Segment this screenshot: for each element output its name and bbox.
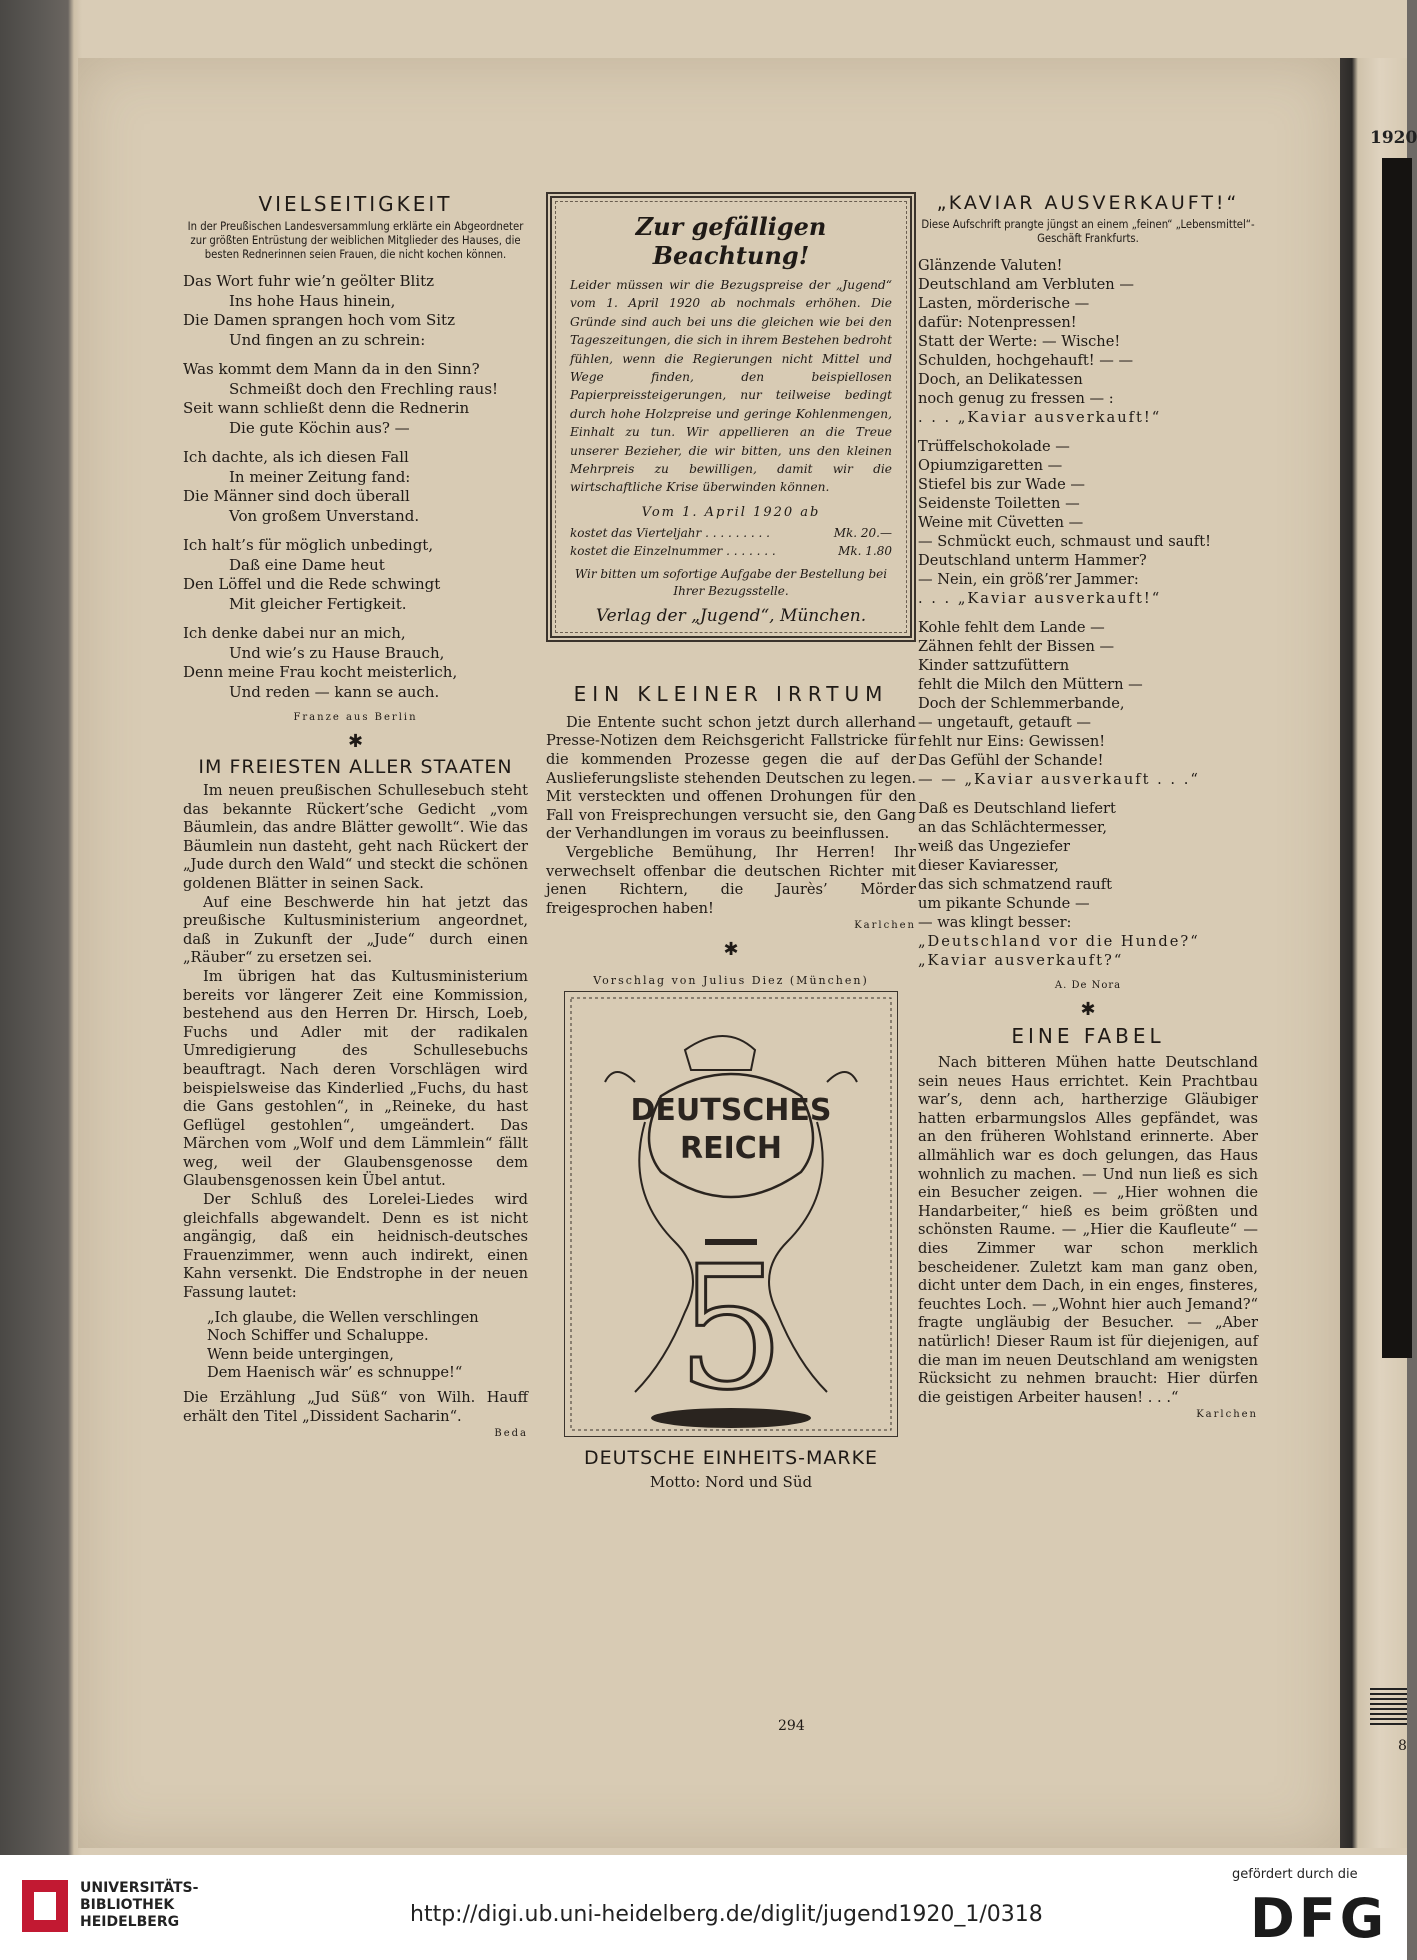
verse-line: — — „Kaviar ausverkauft . . .“	[918, 771, 1200, 788]
verse-line: Das Gefühl der Schande!	[918, 752, 1104, 769]
verse-line: fehlt die Milch den Müttern —	[918, 676, 1143, 693]
notice-body: Leider müssen wir die Bezugspreise der „Jugend“ vom 1. April 1920 ab nochmals erhöhen. Die Gründe sind auch bei uns die gleichen wie bei den Tageszeitungen, die sich in ihrem Bestehen bedroht fühlen, wenn die Regierungen nicht Mittel und Wege finden, den beispiellosen Papierpreissteigerungen, nur teilweise bedingt durch hohe Holzpreise und geringe Kohlenmengen, Einhalt zu tun. Wir appellieren an die Treue unserer Bezieher, die wir bitten, uns den kleinen Mehrpreis zu bewilligen, damit wir die wirtschaftliche Krise überwinden können.	[570, 278, 892, 495]
stanza	[183, 624, 528, 702]
verse-line: . . . „Kaviar ausverkauft!“	[918, 590, 1162, 607]
verse-line: Daß eine Dame heut	[229, 555, 385, 574]
subscription-notice-box	[546, 192, 916, 642]
vielseitigkeit-intro: In der Preußischen Landesversammlung erklärte ein Abgeordneter zur größten Entrüstung der weiblichen Mitglieder des Hauses, die besten Rednerinnen seien Frauen, die nicht kochen können.	[187, 220, 524, 261]
kaviar-poem	[918, 256, 1258, 970]
verse-line: um pikante Schunde —	[918, 895, 1090, 912]
kaviar-intro: Diese Aufschrift prangte jüngst an einem „feinen“ „Lebensmittel“-Geschäft Frankfurts.	[921, 218, 1255, 245]
freiesten-paragraph: Im übrigen hat das Kultusministerium bereits vor längerer Zeit eine Kommission, bestehend aus den Herren Dr. Hirsch, Loeb, Fuchs und Adler mit der radikalen Umredigierung des Schullesebuchs beauftragt. Nach deren Vorschlägen wird beispielsweise das Kinderlied „Fuchs, du hast die Gans gestohlen“, in „Reineke, du hast Geflügel gestohlen“, umgeändert. Das Märchen vom „Wolf und dem Lämmlein“ fällt weg, weil der Glaubensgenosse dem Glaubensgenossen kein Übel antut.	[183, 967, 528, 1190]
verse-line: Dem Haenisch wär’ es schnuppe!“	[207, 1364, 463, 1382]
verse-line: Statt der Werte: — Wische!	[918, 333, 1121, 350]
verse-line: „Kaviar ausverkauft?“	[918, 952, 1124, 969]
kaviar-signature: A. De Nora	[1054, 980, 1122, 991]
verse-line: Doch, an Delikatessen	[918, 371, 1083, 388]
stanza	[183, 272, 528, 350]
kaviar-title: „KAVIAR AUSVERKAUFT!“	[936, 192, 1240, 214]
verse-line: dieser Kaviaresser,	[918, 857, 1059, 874]
freiesten-title: IM FREIESTEN ALLER STAATEN	[198, 756, 513, 778]
irrtum-signature: Karlchen	[854, 920, 916, 932]
freiesten-paragraph: Die Erzählung „Jud Süß“ von Wilh. Hauff erhält den Titel „Dissident Sacharin“.	[183, 1389, 528, 1425]
verse-line: das sich schmatzend rauft	[918, 876, 1113, 893]
verse-line: weiß das Ungeziefer	[918, 838, 1071, 855]
verse-line: Stiefel bis zur Wade —	[918, 476, 1085, 493]
irrtum-title: EIN KLEINER IRRTUM	[573, 681, 889, 706]
edge-year: 1920	[1370, 128, 1417, 148]
freiesten-paragraph: Im neuen preußischen Schullesebuch steht das bekannte Rückert’sche Gedicht „vom Bäumlein, das andre Blätter gewollt“. Wie das Bäumlein nun dasteht, geht nach Rückert der „Jude durch den Wald“ und steckt die schönen goldenen Blätter in seinen Sack.	[183, 782, 528, 892]
middle-column	[546, 192, 916, 1491]
asterisk-divider: ✱	[347, 731, 364, 752]
verse-line: Schmeißt doch den Frechling raus!	[229, 379, 499, 398]
freiesten-paragraph: Der Schluß des Lorelei-Liedes wird gleichfalls abgewandelt. Denn es ist nicht angängig, daß ein heidnisch-deutsches Frauenzimmer, wenn auch indirekt, einen Kahn versenkt. Die Endstrophe in der neuen Fassung lautet:	[183, 1191, 528, 1302]
price-label: kostet die Einzelnummer . . . . . . .	[570, 543, 776, 558]
verse-line: „Ich glaube, die Wellen verschlingen	[207, 1308, 479, 1326]
verse-line: . . . „Kaviar ausverkauft!“	[918, 409, 1162, 426]
left-column	[183, 192, 528, 1447]
stanza	[183, 360, 528, 438]
verse-line: Ich denke dabei nur an mich,	[183, 624, 406, 642]
verse-line: — Schmückt euch, schmaust und sauft!	[918, 533, 1211, 550]
funded-by-text: gefördert durch die	[1232, 1867, 1358, 1882]
lorelei-verse	[207, 1309, 528, 1383]
institution-line: BIBLIOTHEK	[80, 1897, 175, 1913]
edge-number: 8	[1398, 1738, 1407, 1754]
verse-line: Wenn beide untergingen,	[207, 1345, 394, 1363]
verse-line: Kinder sattzufüttern	[918, 657, 1070, 674]
stamp-value: 5	[676, 1230, 786, 1429]
vielseitigkeit-signature: Franze aus Berlin	[293, 712, 418, 723]
vielseitigkeit-title: VIELSEITIGKEIT	[258, 192, 453, 216]
verse-line: Ins hohe Haus hinein,	[229, 291, 396, 310]
verse-line: — ungetauft, getauft —	[918, 714, 1091, 731]
verse-line: Ich dachte, als ich diesen Fall	[183, 448, 409, 466]
next-page-edge	[1340, 58, 1417, 1848]
stamp-line1: DEUTSCHES	[630, 1093, 832, 1129]
verse-line: — Nein, ein größ’rer Jammer:	[918, 571, 1139, 588]
verse-line: dafür: Notenpressen!	[918, 314, 1077, 331]
notice-footer: Wir bitten um sofortige Aufgabe der Bestellung bei Ihrer Bezugsstelle.	[574, 566, 888, 598]
verse-line: Zähnen fehlt der Bissen —	[918, 638, 1115, 655]
verse-line: Und fingen an zu schrein:	[229, 330, 426, 349]
freiesten-signature: Beda	[494, 1428, 528, 1440]
verse-line: Opiumzigaretten —	[918, 457, 1063, 474]
stanza	[918, 437, 1258, 608]
verse-line: Was kommt dem Mann da in den Sinn?	[183, 360, 480, 378]
price-value: Mk. 1.80	[838, 543, 892, 558]
verse-line: Daß es Deutschland liefert	[918, 800, 1116, 817]
verse-line: Noch Schiffer und Schaluppe.	[207, 1327, 429, 1345]
verse-line: Denn meine Frau kocht meisterlich,	[183, 663, 458, 681]
university-logo-icon	[22, 1880, 68, 1932]
verse-line: Ich halt’s für möglich unbedingt,	[183, 536, 434, 554]
verse-line: Den Löffel und die Rede schwingt	[183, 575, 441, 593]
viewer-footer	[0, 1855, 1407, 1960]
institution-line: HEIDELBERG	[80, 1914, 180, 1930]
magazine-page	[78, 58, 1340, 1848]
verse-line: Die Damen sprangen hoch vom Sitz	[183, 311, 455, 329]
permalink[interactable]: http://digi.ub.uni-heidelberg.de/diglit/jugend1920_1/0318	[410, 1902, 1043, 1927]
notice-publisher: Verlag der „Jugend“, München.	[595, 605, 867, 626]
verse-line: In meiner Zeitung fand:	[229, 467, 411, 486]
verse-line: Schulden, hochgehauft! — —	[918, 352, 1134, 369]
verse-line: — was klingt besser:	[918, 914, 1072, 931]
verse-line: Doch der Schlemmerbande,	[918, 695, 1125, 712]
verse-line: Seidenste Toiletten —	[918, 495, 1080, 512]
notice-date: Vom 1. April 1920 ab	[641, 504, 821, 520]
stanza	[918, 618, 1258, 789]
stamp-drawing	[565, 992, 897, 1436]
verse-line: Kohle fehlt dem Lande —	[918, 619, 1105, 636]
dfg-logo: DFG	[1250, 1887, 1389, 1950]
stanza	[183, 536, 528, 614]
verse-line: Weine mit Cüvetten —	[918, 514, 1084, 531]
verse-line: an das Schlächtermesser,	[918, 819, 1107, 836]
verse-line: Lasten, mörderische —	[918, 295, 1090, 312]
stamp-credit: Vorschlag von Julius Diez (München)	[593, 974, 869, 988]
verse-line: noch genug zu fressen — :	[918, 390, 1114, 407]
price-row	[570, 542, 892, 560]
stamp-motto: Motto: Nord und Süd	[649, 1473, 813, 1492]
irrtum-paragraph: Die Entente sucht schon jetzt durch allerhand Presse-Notizen dem Reichsgericht Fallstricke für die kommenden Prozesse gegen die auf der Auslieferungsliste stehenden Deutschen zu legen. Mit versteckten und offenen Drohungen für den Fall von Freisprechungen versucht sie, den Gang der Verhandlungen im voraus zu beeinflussen.	[546, 713, 916, 843]
verse-line: Seit wann schließt denn die Rednerin	[183, 399, 470, 417]
price-value: Mk. 20.—	[833, 525, 892, 540]
verse-line: Das Wort fuhr wie’n geölter Blitz	[183, 272, 435, 290]
freiesten-paragraph: Auf eine Beschwerde hin hat jetzt das preußische Kultusministerium angeordnet, daß in Zukunft der „Jude“ durch einen „Räuber“ zu ersetzen sei.	[183, 893, 528, 967]
edge-stripes	[1370, 1688, 1407, 1728]
fabel-paragraph: Nach bitteren Mühen hatte Deutschland sein neues Haus errichtet. Kein Prachtbau war’s, denn ach, hartherzige Gläubiger hatten erbarmungslos Alles gepfändet, was an den früheren Wohlstand erinnerte. Aber allmählich war es doch gelungen, das Haus wohnlich zu machen. — Und nun ließ es sich ein Besucher zeigen. — „Hier wohnen die Handarbeiter,“ hieß es beim größten und schönsten Raume. — „Hier die Kaufleute“ — dies Zimmer war schon merklich bescheidener. Zuletzt kam man ganz oben, dicht unter dem Dach, in ein enges, finsteres, feuchtes Loch. — „Wohnt hier auch Jemand?“ fragte ungläubig der Besucher. — „Aber natürlich! Dieser Raum ist für diejenigen, auf die man im neuen Deutschland am wenigsten Rücksicht zu nehmen braucht: Hier dürfen die geistigen Arbeiter hausen! . . .“	[918, 1054, 1258, 1406]
verse-line: Glänzende Valuten!	[918, 257, 1063, 274]
verse-line: Und wie’s zu Hause Brauch,	[229, 643, 445, 662]
verse-line: Deutschland am Verbluten —	[918, 276, 1134, 293]
stamp-line2: REICH	[680, 1131, 782, 1167]
institution-name	[80, 1880, 198, 1931]
fabel-signature: Karlchen	[1196, 1409, 1258, 1421]
fabel-title: EINE FABEL	[1011, 1024, 1165, 1048]
verse-line: Die gute Köchin aus? —	[229, 418, 410, 437]
asterisk-divider: ✱	[723, 939, 739, 961]
right-column	[918, 192, 1258, 1428]
asterisk-divider: ✱	[1080, 999, 1096, 1020]
verse-line: Deutschland unterm Hammer?	[918, 552, 1147, 569]
verse-line: Die Männer sind doch überall	[183, 487, 410, 505]
stanza	[183, 448, 528, 526]
price-row	[570, 524, 892, 542]
price-label: kostet das Vierteljahr . . . . . . . . .	[570, 525, 770, 540]
stamp-caption: DEUTSCHE EINHEITS-MARKE	[583, 1447, 879, 1470]
notice-title: Zur gefälligen Beachtung!	[635, 212, 827, 270]
verse-line: Und reden — kann se auch.	[229, 682, 440, 701]
verse-line: Von großem Unverstand.	[229, 506, 420, 525]
stanza	[918, 256, 1258, 427]
verse-line: „Deutschland vor die Hunde?“	[918, 933, 1200, 950]
verse-line: Mit gleicher Fertigkeit.	[229, 594, 407, 613]
stamp-illustration	[564, 991, 898, 1437]
vielseitigkeit-poem	[183, 272, 528, 702]
verse-line: fehlt nur Eins: Gewissen!	[918, 733, 1106, 750]
stanza	[918, 799, 1258, 970]
page-number: 294	[778, 1718, 805, 1734]
irrtum-paragraph: Vergebliche Bemühung, Ihr Herren! Ihr verwechselt offenbar die deutschen Richter mit jenen Richtern, die Jaurès’ Mörder freigesprochen haben!	[546, 844, 916, 917]
institution-line: UNIVERSITÄTS-	[80, 1880, 199, 1896]
edge-illustration	[1382, 158, 1412, 1358]
verse-line: Trüffelschokolade —	[918, 438, 1070, 455]
